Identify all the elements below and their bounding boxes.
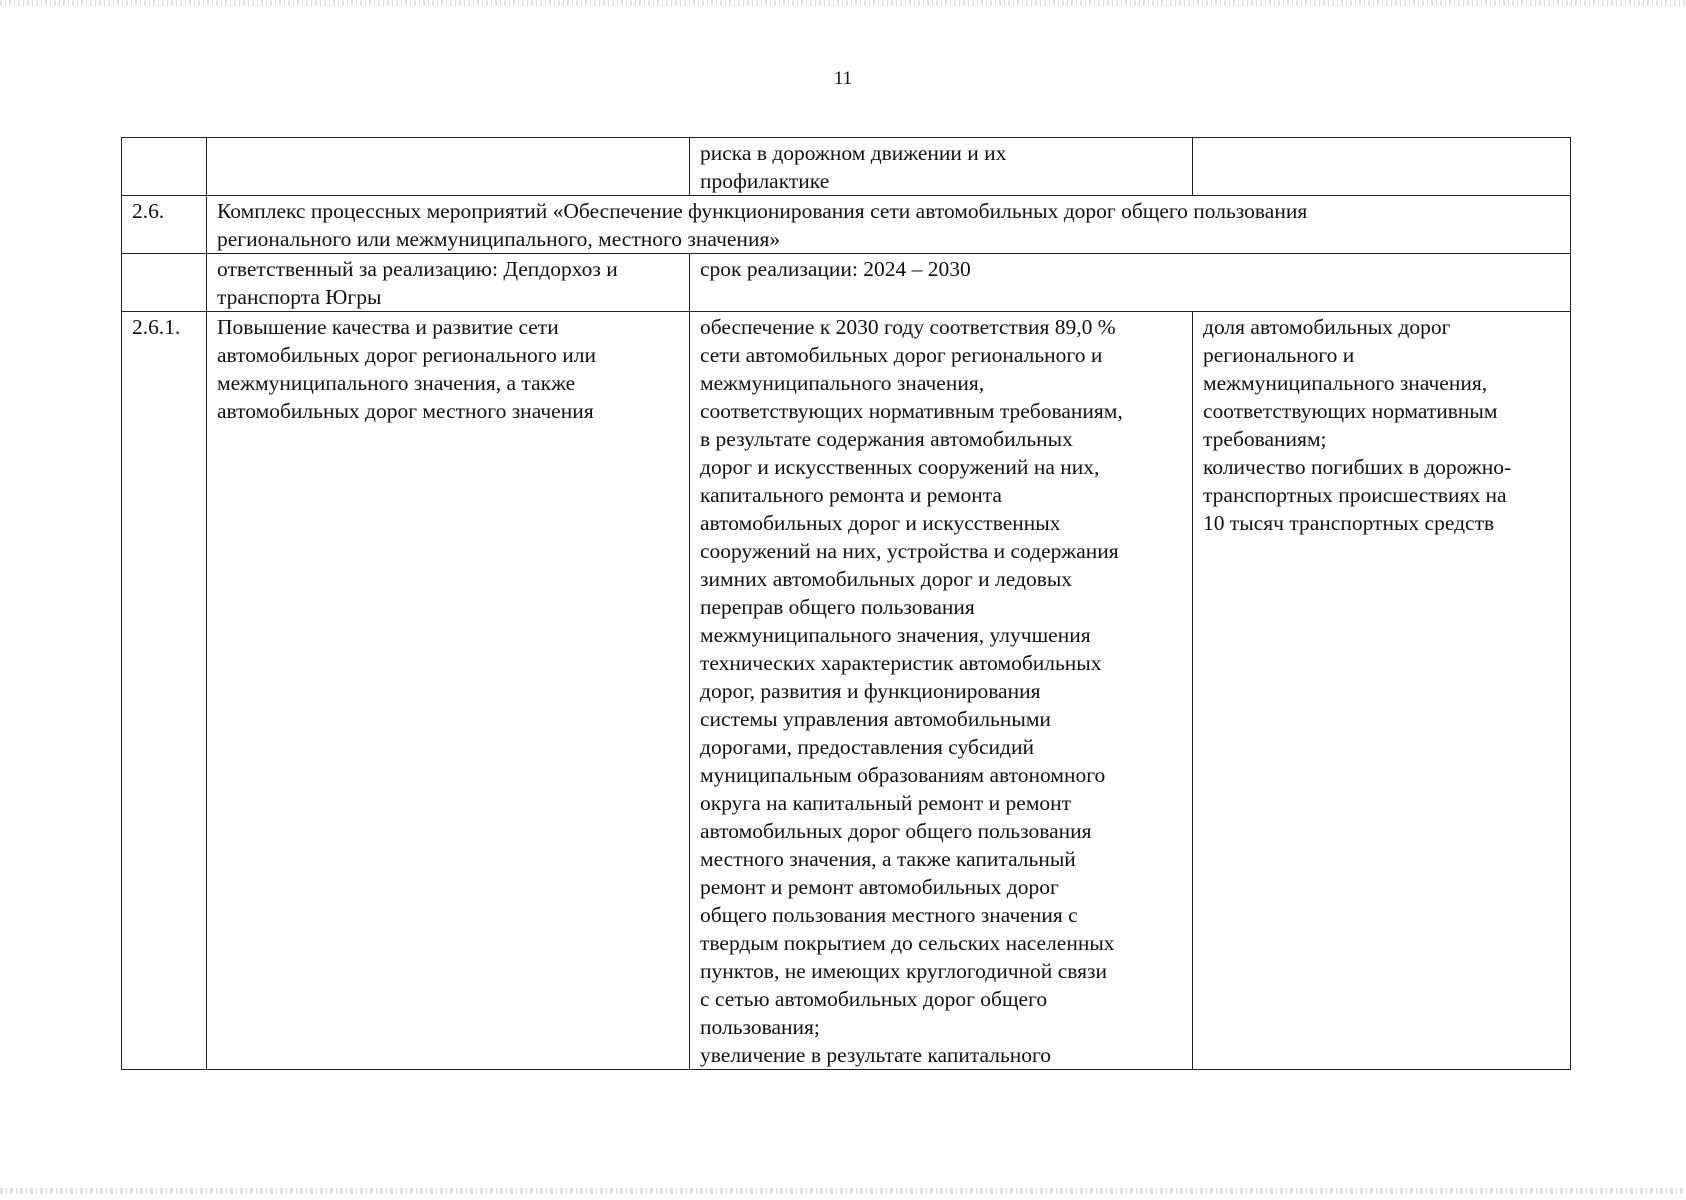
text-line: зимних автомобильных дорог и ледовых (700, 567, 1073, 591)
scan-edge-top (0, 0, 1686, 6)
program-table (121, 137, 1571, 1070)
cell-effects (690, 312, 1193, 1070)
text-line: округа на капитальный ремонт и ремонт (700, 791, 1072, 815)
text-line: межмуниципального значения, (1203, 371, 1488, 395)
text-line: дорог, развития и функционирования (700, 679, 1041, 703)
text-line: транспорта Югры (217, 285, 382, 309)
table-row-task (122, 312, 1571, 1070)
text-line: дорог и искусственных сооружений на них, (700, 455, 1100, 479)
text-line: в результате содержания автомобильных (700, 427, 1073, 451)
text-line: сооружений на них, устройства и содержания (700, 539, 1119, 563)
text-line: автомобильных дорог и искусственных (700, 511, 1061, 535)
text-line: количество погибших в дорожно- (1203, 455, 1512, 479)
text-line: местного значения, а также капитальный (700, 847, 1076, 871)
text-line: увеличение в результате капитального (700, 1043, 1052, 1067)
text-line: сети автомобильных дорог регионального и (700, 343, 1103, 367)
text-line: общего пользования местного значения с (700, 903, 1078, 927)
text-line: доля автомобильных дорог (1203, 315, 1451, 339)
cell-number-empty (122, 138, 207, 196)
text-line: 10 тысяч транспортных средств (1203, 511, 1495, 535)
text-line: пунктов, не имеющих круглогодичной связи (700, 959, 1107, 983)
text-line: соответствующих нормативным требованиям, (700, 399, 1123, 423)
cell-indicators (1193, 312, 1571, 1070)
text-line: пользования; (700, 1015, 820, 1039)
text-line: ответственный за реализацию: Депдорхоз и (217, 257, 618, 281)
cell-section-title (207, 196, 1571, 254)
text-line: капитального ремонта и ремонта (700, 483, 1002, 507)
text-line: межмуниципального значения, а также (217, 371, 576, 395)
text-line: ремонт и ремонт автомобильных дорог (700, 875, 1059, 899)
table-row-section (122, 196, 1571, 254)
cell-number-empty (122, 254, 207, 312)
section-number: 2.6. (132, 199, 165, 223)
text-line: транспортных происшествиях на (1203, 483, 1507, 507)
text-line: автомобильных дорог общего пользования (700, 819, 1092, 843)
text-line: дорогами, предоставления субсидий (700, 735, 1034, 759)
text-line: риска в дорожном движении и их (700, 141, 1007, 165)
cell-indicator-empty (1193, 138, 1571, 196)
text-line: Повышение качества и развитие сети (217, 315, 559, 339)
cell-task-empty (207, 138, 690, 196)
cell-task-number (122, 312, 207, 1070)
text-line: автомобильных дорог местного значения (217, 399, 594, 423)
text-line: соответствующих нормативным (1203, 399, 1498, 423)
scan-edge-bottom (0, 1188, 1686, 1194)
text-line: межмуниципального значения, улучшения (700, 623, 1091, 647)
cell-goal-continuation (690, 138, 1193, 196)
text-line: переправ общего пользования (700, 595, 975, 619)
text-line: системы управления автомобильными (700, 707, 1051, 731)
text-line: автомобильных дорог регионального или (217, 343, 596, 367)
text-line: срок реализации: 2024 – 2030 (700, 257, 971, 281)
text-line: обеспечение к 2030 году соответствия 89,0 % (700, 315, 1116, 339)
text-line: Комплекс процессных мероприятий «Обеспечение функционирования сети автомобильных дорог общего пользования (217, 199, 1308, 223)
cell-section-number (122, 196, 207, 254)
text-line: муниципальным образованиям автономного (700, 763, 1106, 787)
cell-responsible (207, 254, 690, 312)
text-line: с сетью автомобильных дорог общего (700, 987, 1048, 1011)
text-line: регионального и (1203, 343, 1355, 367)
text-line: технических характеристик автомобильных (700, 651, 1102, 675)
cell-task-name (207, 312, 690, 1070)
text-line: требованиям; (1203, 427, 1327, 451)
cell-term (690, 254, 1571, 312)
text-line: регионального или межмуниципального, местного значения» (217, 227, 781, 251)
page-number: 11 (833, 68, 853, 89)
table-row-responsible (122, 254, 1571, 312)
text-line: профилактике (700, 169, 830, 193)
task-number: 2.6.1. (132, 315, 181, 339)
text-line: межмуниципального значения, (700, 371, 985, 395)
text-line: твердым покрытием до сельских населенных (700, 931, 1115, 955)
table-row-continuation (122, 138, 1571, 196)
